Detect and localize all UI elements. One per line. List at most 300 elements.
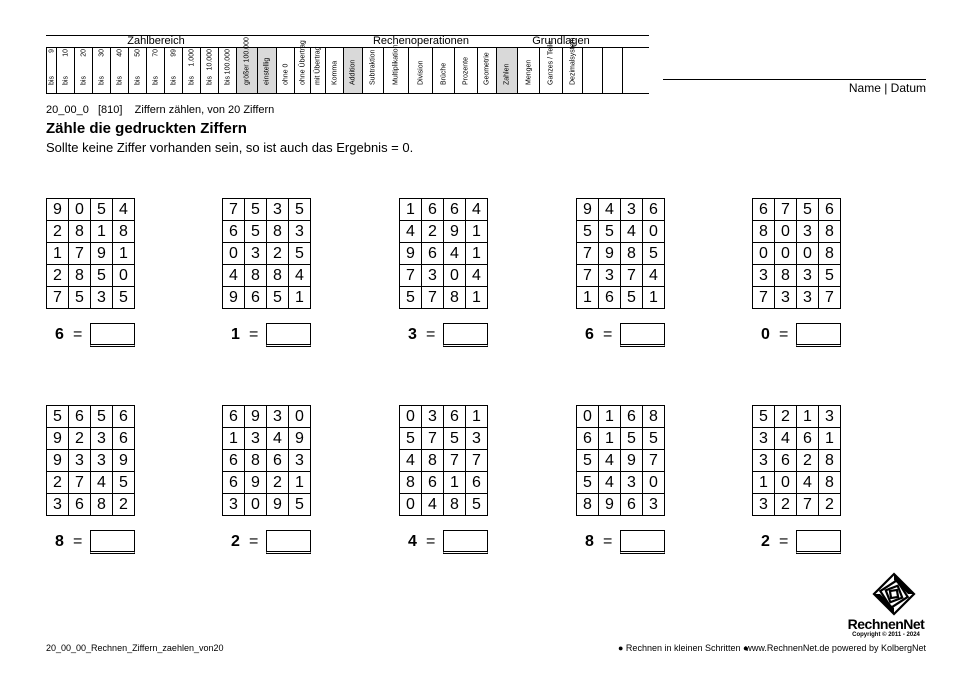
category-label: Prozente — [462, 56, 470, 85]
digit-cell: 1 — [113, 243, 135, 265]
zahlbereich-prefix: bis — [98, 76, 105, 85]
digit-cell: 8 — [245, 265, 267, 287]
zahlbereich-prefix: bis — [152, 76, 159, 85]
digit-cell: 6 — [422, 472, 444, 494]
zahlbereich-limit: 10.000 — [206, 49, 213, 71]
digit-cell: 8 — [444, 287, 466, 309]
digit-cell: 3 — [69, 450, 91, 472]
footer-url: www.RechnenNet.de powered by KolbergNet — [745, 643, 926, 653]
zahlbereich-prefix: bis — [134, 76, 141, 85]
digit-cell: 9 — [621, 450, 643, 472]
digit-cell: 4 — [621, 221, 643, 243]
digit-row — [753, 472, 841, 494]
category-column — [276, 47, 294, 93]
digit-row — [223, 265, 311, 287]
group-title-zahlbereich: Zahlbereich — [127, 35, 185, 47]
task-title: Zähle die gedruckten Ziffern — [46, 120, 247, 137]
answer-box[interactable] — [443, 323, 488, 347]
digit-cell: 9 — [599, 494, 621, 516]
digit-cell: 1 — [289, 287, 311, 309]
digit-cell: 0 — [797, 243, 819, 265]
exercise — [399, 405, 491, 550]
digit-cell: 3 — [599, 265, 621, 287]
digit-cell: 0 — [223, 243, 245, 265]
equals-sign: = — [426, 326, 436, 343]
zahlbereich-prefix: bis — [80, 76, 87, 85]
digit-cell: 9 — [400, 243, 422, 265]
digit-cell: 0 — [643, 221, 665, 243]
digit-cell: 8 — [267, 221, 289, 243]
digit-cell: 0 — [245, 494, 267, 516]
digit-row — [47, 265, 135, 287]
digit-cell: 6 — [223, 472, 245, 494]
zahlbereich-column — [182, 47, 200, 93]
digit-cell: 6 — [577, 428, 599, 450]
digit-cell: 0 — [775, 243, 797, 265]
category-label: Addition — [349, 59, 357, 85]
answer-box[interactable] — [266, 323, 311, 347]
digit-cell: 7 — [577, 265, 599, 287]
digit-cell: 5 — [91, 199, 113, 221]
digit-cell: 8 — [643, 406, 665, 428]
answer-row — [222, 323, 314, 347]
digit-cell: 5 — [444, 428, 466, 450]
digit-cell: 0 — [400, 406, 422, 428]
digit-cell: 6 — [753, 199, 775, 221]
category-label: Geometrie — [483, 52, 491, 85]
digit-cell: 9 — [113, 450, 135, 472]
digit-cell: 6 — [819, 199, 841, 221]
digit-cell: 3 — [267, 199, 289, 221]
zahlbereich-column — [92, 47, 110, 93]
category-label: Division — [417, 60, 424, 85]
equals-sign: = — [779, 533, 789, 550]
digit-cell: 9 — [577, 199, 599, 221]
digit-cell: 6 — [223, 221, 245, 243]
exercise — [576, 405, 668, 550]
digit-cell: 7 — [797, 494, 819, 516]
zahlbereich-limit: 1.000 — [188, 49, 195, 67]
digit-cell: 6 — [113, 406, 135, 428]
digit-cell: 5 — [69, 287, 91, 309]
answer-row — [46, 530, 138, 554]
digit-cell: 7 — [47, 287, 69, 309]
digit-cell: 0 — [775, 472, 797, 494]
digit-cell: 8 — [245, 450, 267, 472]
exercise — [752, 198, 844, 343]
digit-cell: 4 — [444, 243, 466, 265]
zahlbereich-prefix: bis — [170, 76, 177, 85]
category-label: ohne 0 — [282, 63, 289, 85]
digit-row — [753, 428, 841, 450]
zahlbereich-prefix: bis — [206, 76, 213, 85]
category-label: Zahlen — [503, 63, 511, 85]
answer-box[interactable] — [90, 323, 135, 347]
digit-cell: 9 — [91, 243, 113, 265]
digit-row — [400, 287, 488, 309]
digit-cell: 7 — [819, 287, 841, 309]
classification-table — [46, 35, 649, 94]
digit-row — [577, 494, 665, 516]
digit-cell: 3 — [91, 450, 113, 472]
answer-box[interactable] — [796, 323, 841, 347]
task-code: 20_00_0 [810] Ziffern zählen, von 20 Ziffern — [46, 104, 275, 116]
category-column — [454, 47, 477, 93]
target-digit: 2 — [231, 533, 240, 550]
exercise — [46, 405, 138, 550]
zahlbereich-column — [74, 47, 92, 93]
zahlbereich-column — [200, 47, 218, 93]
digit-cell: 4 — [113, 199, 135, 221]
digit-cell: 7 — [69, 243, 91, 265]
digit-cell: 3 — [422, 406, 444, 428]
zahlbereich-limit: 40 — [116, 49, 123, 57]
logo-name: RechnenNet — [847, 616, 925, 632]
answer-box[interactable] — [620, 323, 665, 347]
digit-row — [577, 265, 665, 287]
digit-cell: 3 — [621, 472, 643, 494]
digit-cell: 5 — [577, 472, 599, 494]
digit-cell: 7 — [444, 450, 466, 472]
digit-row — [47, 287, 135, 309]
zahlbereich-column — [236, 37, 257, 93]
digit-row — [400, 406, 488, 428]
target-digit: 8 — [55, 533, 64, 550]
target-digit: 1 — [231, 326, 240, 343]
digit-row — [223, 428, 311, 450]
digit-cell: 8 — [69, 265, 91, 287]
digit-grid — [222, 405, 311, 516]
digit-cell: 2 — [47, 472, 69, 494]
digit-cell: 4 — [599, 199, 621, 221]
answer-box[interactable] — [620, 530, 665, 554]
digit-cell: 5 — [91, 265, 113, 287]
digit-cell: 8 — [577, 494, 599, 516]
answer-box[interactable] — [796, 530, 841, 554]
target-digit: 3 — [408, 326, 417, 343]
digit-cell: 3 — [422, 265, 444, 287]
digit-cell: 6 — [444, 406, 466, 428]
category-label: Mengen — [525, 59, 532, 85]
category-label: Dezimalsystem — [569, 37, 576, 85]
digit-cell: 2 — [819, 494, 841, 516]
zahlbereich-column — [46, 47, 56, 93]
equals-sign: = — [426, 533, 436, 550]
digit-cell: 6 — [245, 287, 267, 309]
exercise — [399, 198, 491, 343]
digit-cell: 9 — [267, 494, 289, 516]
digit-grid — [752, 405, 841, 516]
digit-cell: 5 — [47, 406, 69, 428]
digit-cell: 6 — [422, 199, 444, 221]
zahlbereich-prefix: größer 100.000 — [243, 37, 251, 85]
digit-cell: 3 — [91, 287, 113, 309]
digit-row — [577, 243, 665, 265]
digit-grid — [399, 405, 488, 516]
category-column — [496, 47, 517, 93]
digit-cell: 1 — [577, 287, 599, 309]
digit-row — [753, 406, 841, 428]
digit-row — [753, 287, 841, 309]
answer-row — [222, 530, 314, 554]
zahlbereich-column — [110, 47, 128, 93]
digit-grid — [576, 405, 665, 516]
digit-cell: 3 — [753, 265, 775, 287]
category-column — [362, 47, 383, 93]
answer-box[interactable] — [90, 530, 135, 554]
answer-box[interactable] — [443, 530, 488, 554]
digit-cell: 9 — [599, 243, 621, 265]
digit-cell: 9 — [444, 221, 466, 243]
digit-cell: 5 — [577, 450, 599, 472]
digit-cell: 1 — [289, 472, 311, 494]
zahlbereich-limit: 70 — [152, 49, 159, 57]
digit-cell: 3 — [753, 450, 775, 472]
digit-cell: 0 — [753, 243, 775, 265]
digit-row — [223, 406, 311, 428]
digit-cell: 9 — [245, 472, 267, 494]
spiral-logo-icon — [872, 572, 916, 616]
answer-row — [46, 323, 138, 347]
digit-row — [577, 287, 665, 309]
equals-sign: = — [603, 326, 613, 343]
digit-cell: 8 — [69, 221, 91, 243]
digit-row — [223, 199, 311, 221]
digit-row — [223, 494, 311, 516]
digit-cell: 1 — [47, 243, 69, 265]
zahlbereich-limit: 50 — [134, 49, 141, 57]
digit-cell: 6 — [223, 406, 245, 428]
digit-row — [400, 428, 488, 450]
answer-row — [576, 323, 668, 347]
digit-cell: 8 — [91, 494, 113, 516]
footer-filename: 20_00_00_Rechnen_Ziffern_zaehlen_von20 — [46, 643, 224, 653]
digit-cell: 5 — [577, 221, 599, 243]
task-instruction: Sollte keine Ziffer vorhanden sein, so ist auch das Ergebnis = 0. — [46, 140, 414, 155]
digit-cell: 2 — [422, 221, 444, 243]
digit-cell: 0 — [577, 406, 599, 428]
answer-row — [399, 323, 491, 347]
digit-cell: 9 — [245, 406, 267, 428]
digit-cell: 4 — [91, 472, 113, 494]
exercise — [222, 405, 314, 550]
digit-cell: 9 — [223, 287, 245, 309]
exercise — [576, 198, 668, 343]
digit-row — [47, 406, 135, 428]
digit-cell: 3 — [223, 494, 245, 516]
digit-cell: 2 — [47, 265, 69, 287]
target-digit: 6 — [55, 326, 64, 343]
digit-cell: 5 — [466, 494, 488, 516]
digit-row — [47, 472, 135, 494]
digit-row — [577, 472, 665, 494]
digit-row — [400, 265, 488, 287]
zahlbereich-prefix: bis — [62, 76, 69, 85]
digit-row — [400, 199, 488, 221]
digit-cell: 8 — [444, 494, 466, 516]
digit-cell: 6 — [621, 406, 643, 428]
digit-cell: 8 — [819, 450, 841, 472]
digit-cell: 6 — [797, 428, 819, 450]
digit-cell: 1 — [466, 406, 488, 428]
digit-cell: 6 — [466, 472, 488, 494]
digit-cell: 4 — [643, 265, 665, 287]
category-column — [383, 44, 408, 93]
equals-sign: = — [73, 533, 83, 550]
digit-cell: 5 — [245, 221, 267, 243]
answer-row — [752, 530, 844, 554]
digit-cell: 2 — [69, 428, 91, 450]
digit-cell: 0 — [113, 265, 135, 287]
digit-cell: 7 — [753, 287, 775, 309]
digit-row — [223, 243, 311, 265]
equals-sign: = — [249, 326, 259, 343]
digit-cell: 6 — [113, 428, 135, 450]
table-end-border — [622, 47, 623, 93]
digit-cell: 3 — [797, 221, 819, 243]
digit-cell: 8 — [113, 221, 135, 243]
target-digit: 0 — [761, 326, 770, 343]
digit-cell: 4 — [400, 221, 422, 243]
digit-row — [753, 494, 841, 516]
digit-cell: 7 — [400, 265, 422, 287]
digit-row — [577, 199, 665, 221]
digit-cell: 5 — [819, 265, 841, 287]
digit-cell: 5 — [599, 221, 621, 243]
digit-cell: 7 — [643, 450, 665, 472]
zahlbereich-column — [164, 47, 182, 93]
digit-cell: 1 — [400, 199, 422, 221]
digit-grid — [399, 198, 488, 309]
digit-cell: 0 — [775, 221, 797, 243]
digit-cell: 0 — [289, 406, 311, 428]
digit-row — [753, 450, 841, 472]
answer-box[interactable] — [266, 530, 311, 554]
digit-cell: 5 — [91, 406, 113, 428]
digit-cell: 6 — [599, 287, 621, 309]
digit-cell: 6 — [69, 406, 91, 428]
category-column — [602, 47, 622, 93]
digit-cell: 2 — [267, 472, 289, 494]
target-digit: 6 — [585, 326, 594, 343]
digit-row — [47, 199, 135, 221]
zahlbereich-limit: 100.000 — [224, 49, 231, 75]
digit-row — [47, 221, 135, 243]
category-column — [294, 40, 310, 93]
digit-cell: 9 — [47, 428, 69, 450]
group-title-rechenoperationen: Rechenoperationen — [372, 35, 470, 47]
equals-sign: = — [603, 533, 613, 550]
digit-cell: 4 — [400, 450, 422, 472]
digit-row — [400, 243, 488, 265]
zahlbereich-prefix: bis — [116, 76, 123, 85]
digit-cell: 3 — [91, 428, 113, 450]
digit-cell: 4 — [289, 265, 311, 287]
zahlbereich-prefix: bis — [188, 76, 195, 85]
zahlbereich-limit: 30 — [98, 49, 105, 57]
digit-cell: 7 — [422, 428, 444, 450]
digit-cell: 0 — [69, 199, 91, 221]
group-title-grundlagen: Grundlagen — [532, 35, 590, 47]
exercise — [46, 198, 138, 343]
digit-cell: 4 — [599, 472, 621, 494]
footer-slogan: ● Rechnen in kleinen Schritten ● — [618, 643, 749, 653]
digit-grid — [752, 198, 841, 309]
answer-row — [752, 323, 844, 347]
digit-row — [400, 450, 488, 472]
digit-cell: 3 — [466, 428, 488, 450]
digit-cell: 1 — [466, 243, 488, 265]
digit-cell: 0 — [400, 494, 422, 516]
zahlbereich-limit: 9 — [48, 49, 55, 53]
digit-cell: 4 — [422, 494, 444, 516]
digit-cell: 6 — [621, 494, 643, 516]
digit-cell: 7 — [577, 243, 599, 265]
digit-row — [47, 494, 135, 516]
answer-row — [576, 530, 668, 554]
digit-cell: 5 — [245, 199, 267, 221]
digit-cell: 5 — [289, 199, 311, 221]
exercise — [222, 198, 314, 343]
category-label: Multiplikation — [392, 44, 400, 85]
digit-cell: 5 — [113, 472, 135, 494]
digit-cell: 9 — [47, 199, 69, 221]
zahlbereich-column — [128, 47, 146, 93]
digit-cell: 2 — [47, 221, 69, 243]
header-divider — [46, 47, 649, 48]
zahlbereich-prefix: bis — [48, 76, 55, 85]
digit-cell: 4 — [223, 265, 245, 287]
target-digit: 4 — [408, 533, 417, 550]
digit-grid — [576, 198, 665, 309]
digit-cell: 3 — [245, 243, 267, 265]
digit-cell: 5 — [643, 428, 665, 450]
zahlbereich-column — [218, 47, 236, 93]
digit-cell: 4 — [466, 199, 488, 221]
category-label: Brüche — [440, 62, 447, 85]
digit-cell: 2 — [775, 406, 797, 428]
digit-row — [47, 243, 135, 265]
digit-cell: 3 — [753, 428, 775, 450]
digit-cell: 9 — [47, 450, 69, 472]
category-label: einstellig — [263, 57, 271, 85]
category-column — [477, 47, 496, 93]
digit-cell: 3 — [819, 406, 841, 428]
digit-cell: 8 — [819, 221, 841, 243]
digit-cell: 7 — [621, 265, 643, 287]
category-column — [257, 47, 276, 93]
digit-cell: 7 — [223, 199, 245, 221]
zahlbereich-column — [56, 47, 74, 93]
digit-cell: 3 — [289, 221, 311, 243]
digit-cell: 5 — [753, 406, 775, 428]
digit-cell: 4 — [797, 472, 819, 494]
digit-cell: 7 — [69, 472, 91, 494]
digit-cell: 5 — [289, 494, 311, 516]
category-column — [582, 47, 602, 93]
digit-cell: 7 — [775, 199, 797, 221]
digit-row — [400, 494, 488, 516]
digit-row — [753, 221, 841, 243]
digit-cell: 0 — [444, 265, 466, 287]
digit-cell: 4 — [599, 450, 621, 472]
answer-row — [399, 530, 491, 554]
digit-row — [577, 428, 665, 450]
digit-cell: 8 — [621, 243, 643, 265]
digit-cell: 3 — [245, 428, 267, 450]
digit-cell: 8 — [819, 243, 841, 265]
digit-cell: 6 — [775, 450, 797, 472]
